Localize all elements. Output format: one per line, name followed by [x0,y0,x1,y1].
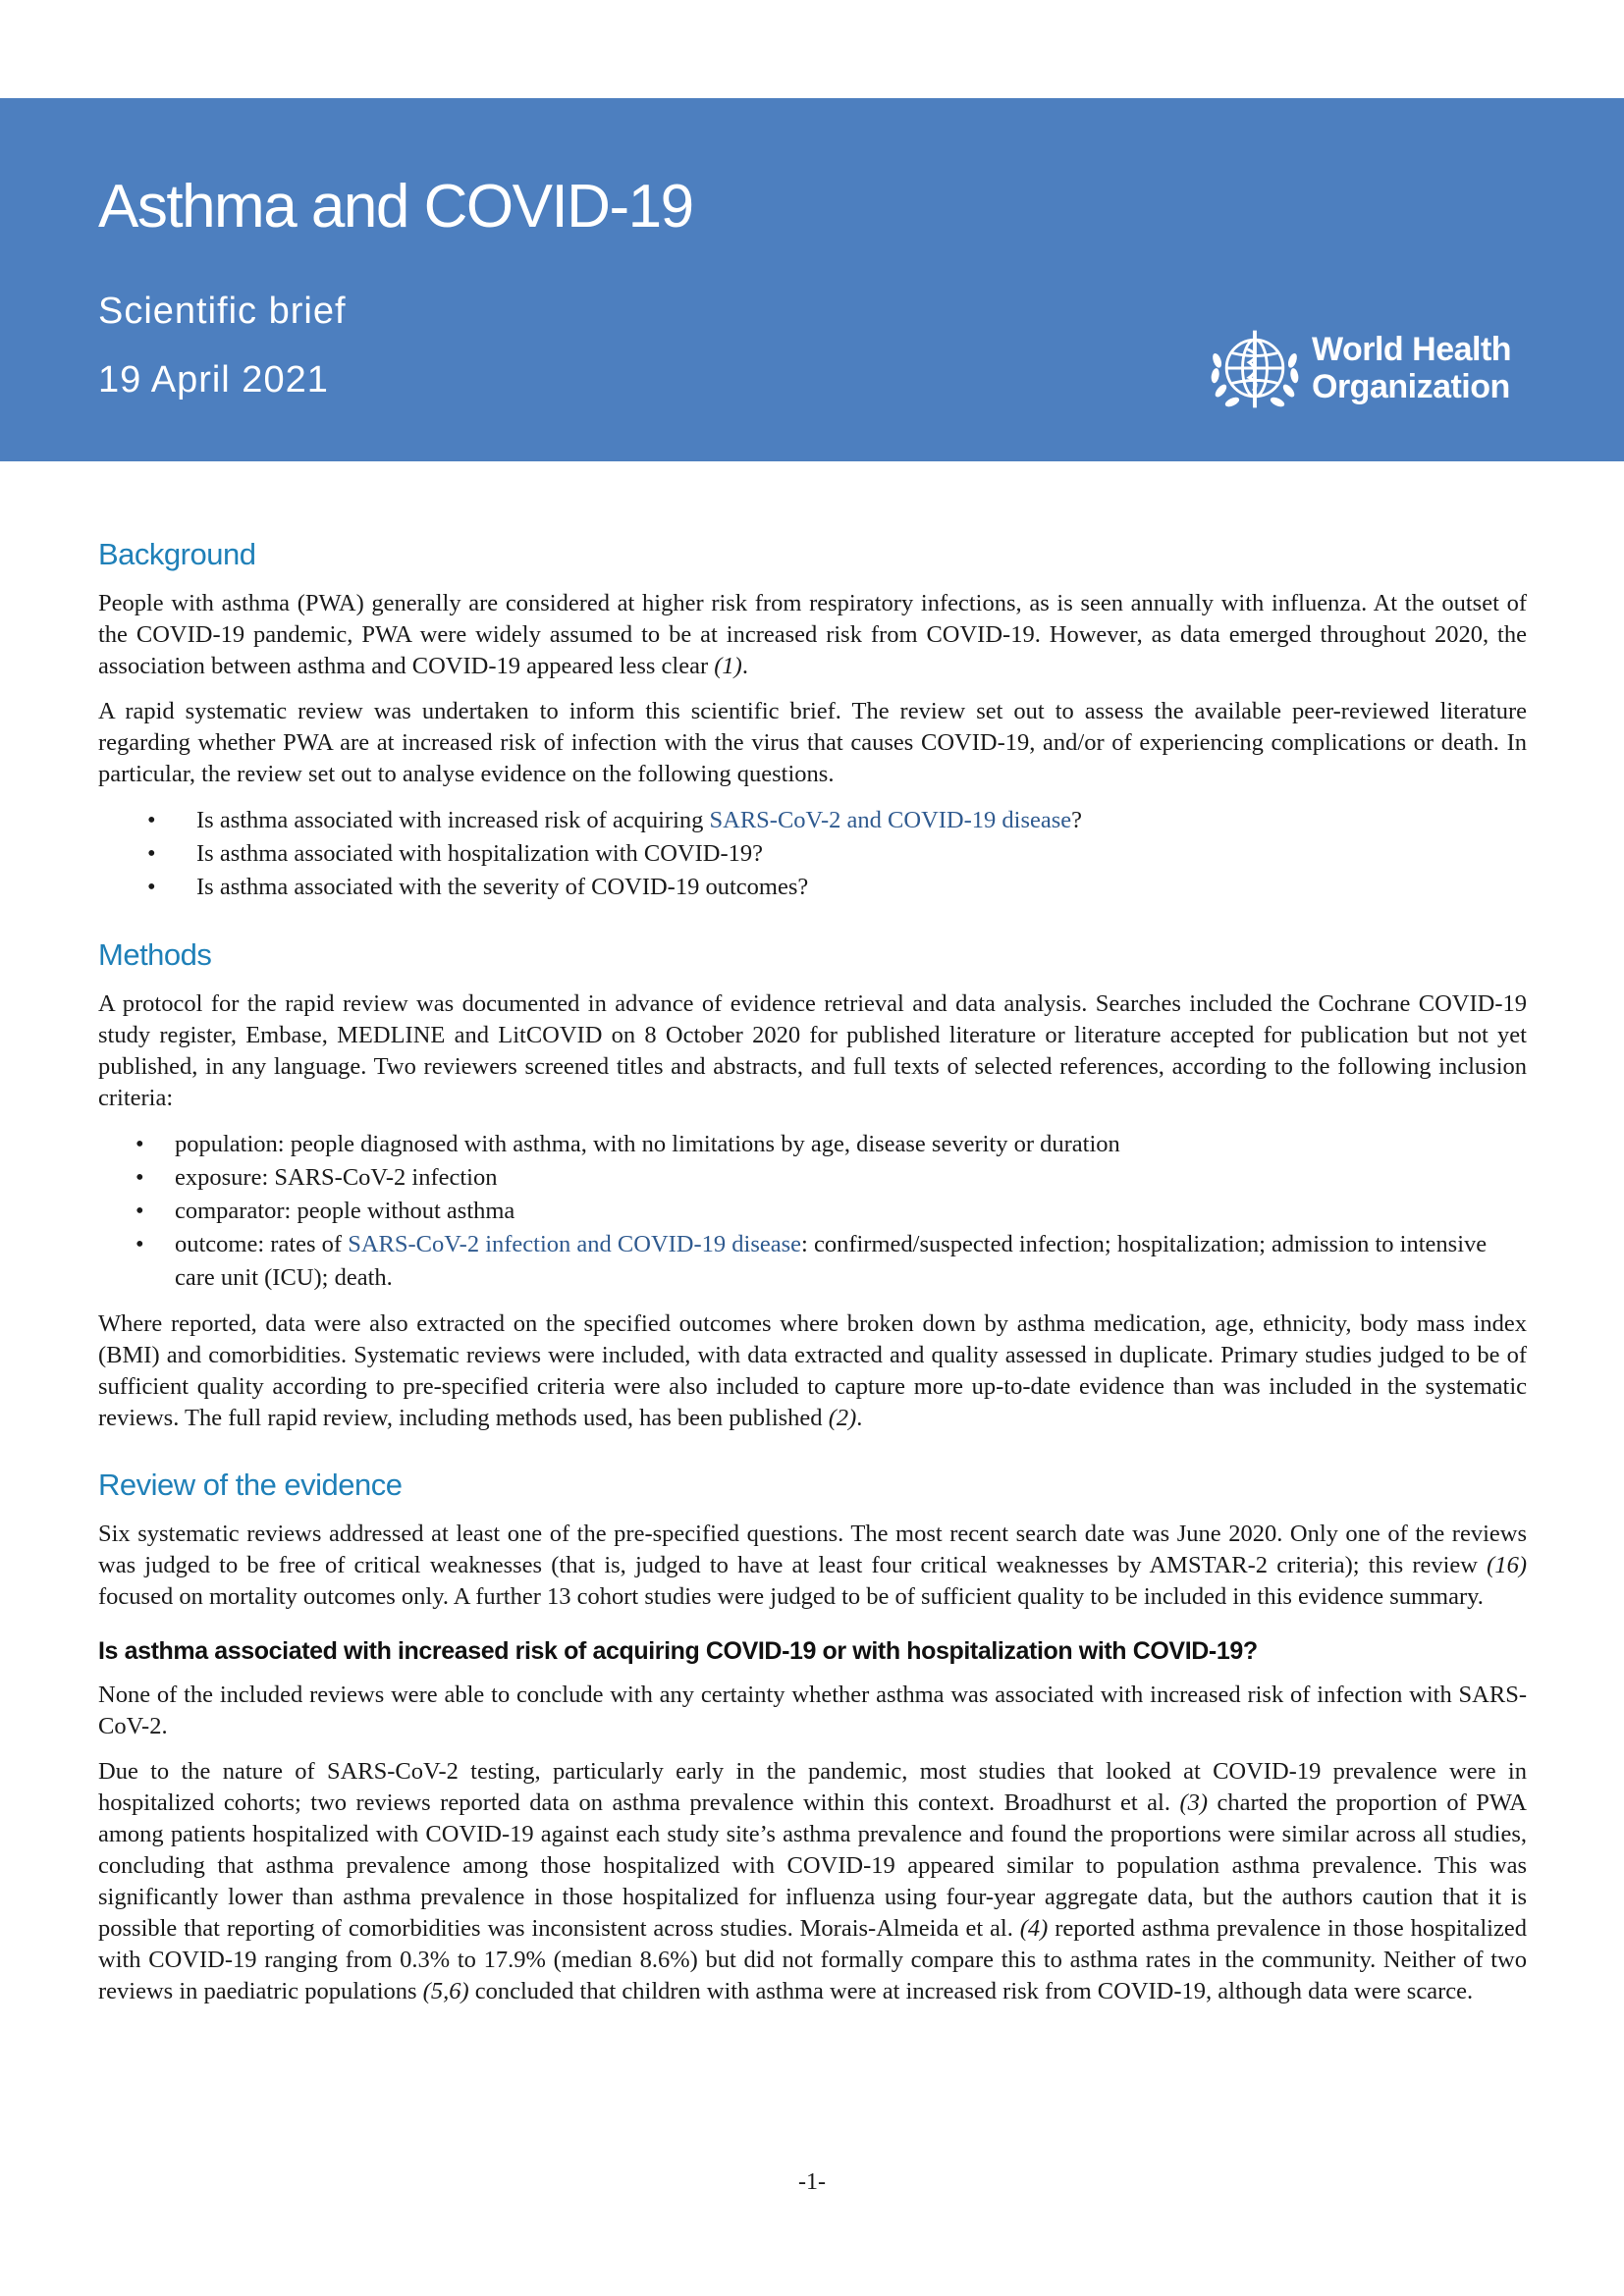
who-emblem-icon [1208,321,1302,415]
background-paragraph-2: A rapid systematic review was undertaken to inform this scientific brief. The review set out to assess the available peer-reviewed literature regarding whether PWA are at increased risk of infection with the virus that causes COVID-19, and/or of experiencing complications or death. In particular, the review set out to analyse evidence on the following questions. [98,698,1527,787]
list-item: • outcome: rates of SARS-CoV-2 infection and COVID-19 disease: confirmed/suspected infection; hospitalization; admission to intensive care unit (ICU); death. [98,1228,1527,1295]
citation: (16) [1487,1552,1527,1578]
citation: (1) [714,653,742,679]
section-heading-methods: Methods [98,937,212,972]
section-heading-review: Review of the evidence [98,1468,403,1502]
keyword-link[interactable]: SARS-CoV-2 and COVID-19 disease [709,807,1072,833]
citation: (5,6) [422,1978,469,2004]
logo-line-2: Organization [1312,368,1510,405]
methods-paragraph-2: Where reported, data were also extracted on the specified outcomes where broken down by asthma medication, age, ethnicity, body mass index (BMI) and comorbidities. Systematic reviews were included, with data extracted and quality assessed in duplicate. Primary studies judged to be of sufficient quality according to pre-specified criteria were also included to capture more up-to-date evidence than was included in the systematic reviews. The full rapid review, including methods used, has been published (2). [98,1310,1527,1431]
list-item: • Is asthma associated with hospitalization with COVID-19? [98,837,1527,871]
methods-paragraph-1: A protocol for the rapid review was documented in advance of evidence retrieval and data analysis. Searches included the Cochrane COVID-19 study register, Embase, MEDLINE and LitCOVID on 8 October 2020 for published literature or literature accepted for publication but not yet published, in any language. Two reviewers screened titles and abstracts, and full texts of selected references, according to the following inclusion criteria: [98,990,1527,1111]
list-item: • Is asthma associated with increased risk of acquiring SARS-CoV-2 and COVID-19 disease? [98,804,1527,837]
review-paragraph-3: Due to the nature of SARS-CoV-2 testing, particularly early in the pandemic, most studies that looked at COVID-19 prevalence were in hospitalized cohorts; two reviews reported data on asthma prevalence within this context. Broadhurst et al. (3) charted the proportion of PWA among patients hospitalized with COVID-19 against each study site’s asthma prevalence and found the proportions were similar across all studies, concluding that asthma prevalence among those hospitalized with COVID-19 appeared similar to population asthma prevalence. This was significantly lower than asthma prevalence in those hospitalized for influenza using four-year aggregate data, but the authors caution that it is possible that reporting of comorbidities was inconsistent across studies. Morais-Almeida et al. (4) reported asthma prevalence in those hospitalized with COVID-19 ranging from 0.3% to 17.9% (median 8.6%) but did not formally compare this to asthma rates in the community. Neither of two reviews in paediatric populations (5,6) concluded that children with asthma were at increased risk from COVID-19, although data were scarce. [98,1758,1528,2004]
list-item: • comparator: people without asthma [98,1195,1527,1228]
document-subtitle: Scientific brief [98,291,347,332]
subsection-heading: Is asthma associated with increased risk of acquiring COVID-19 or with hospitalization with COVID-19? [98,1637,1258,1665]
list-item: • population: people diagnosed with asthma, with no limitations by age, disease severity or duration [98,1128,1527,1161]
logo-line-1: World Health [1312,331,1512,368]
question-list [98,804,1527,904]
citation: (3) [1179,1789,1209,1816]
list-item: • exposure: SARS-CoV-2 infection [98,1161,1527,1195]
keyword-link[interactable]: SARS-CoV-2 infection and COVID-19 disease [348,1231,802,1257]
section-heading-background: Background [98,537,256,571]
who-logo [1208,319,1542,417]
criteria-list [98,1128,1527,1295]
document-title: Asthma and COVID-19 [98,173,693,240]
review-paragraph-2: None of the included reviews were able to conclude with any certainty whether asthma was associated with increased risk of infection with SARS-CoV-2. [98,1682,1527,1739]
citation: (2) [828,1405,857,1431]
page-number: -1- [798,2169,826,2195]
review-paragraph-1: Six systematic reviews addressed at least one of the pre-specified questions. The most recent search date was June 2020. Only one of the reviews was judged to be free of critical weaknesses (that is, judged to have at least four critical weaknesses by AMSTAR-2 criteria); this review (16) focused on mortality outcomes only. A further 13 cohort studies were judged to be of sufficient quality to be included in this evidence summary. [98,1521,1527,1610]
list-item: • Is asthma associated with the severity of COVID-19 outcomes? [98,871,1527,904]
document-date: 19 April 2021 [98,359,329,400]
document-body [98,535,1527,2021]
citation: (4) [1019,1915,1049,1942]
background-paragraph-1: People with asthma (PWA) generally are considered at higher risk from respiratory infections, as is seen annually with influenza. At the outset of the COVID-19 pandemic, PWA were widely assumed to be at increased risk from COVID-19. However, as data emerged throughout 2020, the association between asthma and COVID-19 appeared less clear (1). [98,590,1527,679]
